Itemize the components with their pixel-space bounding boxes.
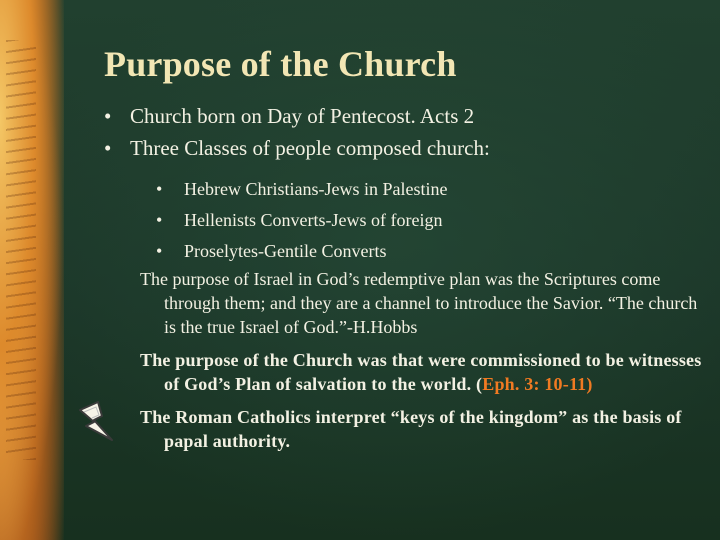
scripture-reference: Eph. 3: 10-11) bbox=[482, 374, 593, 394]
scroll-texture bbox=[6, 40, 36, 460]
church-purpose-text: The purpose of the Church was that were commissioned to be witnesses of God’s Plan of salvation to the world. ( bbox=[140, 350, 702, 394]
sub-bullet-hebrew: • Hebrew Christians-Jews in Palestine bbox=[156, 174, 704, 205]
lightning-bolt-icon bbox=[72, 400, 120, 448]
bullet-three-classes: • Three Classes of people composed church: bbox=[104, 132, 704, 164]
paragraph-roman-catholics: The Roman Catholics interpret “keys of the kingdom” as the basis of papal authority. bbox=[140, 407, 682, 451]
scroll-decoration bbox=[0, 0, 64, 540]
bullet-pentecost: • Church born on Day of Pentecost. Acts 2 bbox=[104, 100, 704, 132]
slide-body bbox=[104, 100, 704, 453]
slide-title: Purpose of the Church bbox=[104, 44, 457, 84]
paragraph-israel-purpose: The purpose of Israel in God’s redemptive plan was the Scriptures come through them; and they are a channel to introduce the Savior. “The church is the true Israel of God.”-H.Hobbs bbox=[140, 269, 698, 337]
sub-bullet-hellenists: • Hellenists Converts-Jews of foreign bbox=[156, 205, 704, 236]
sub-bullet-proselytes: • Proselytes-Gentile Converts bbox=[156, 236, 704, 267]
paragraph-church-purpose bbox=[140, 348, 704, 396]
